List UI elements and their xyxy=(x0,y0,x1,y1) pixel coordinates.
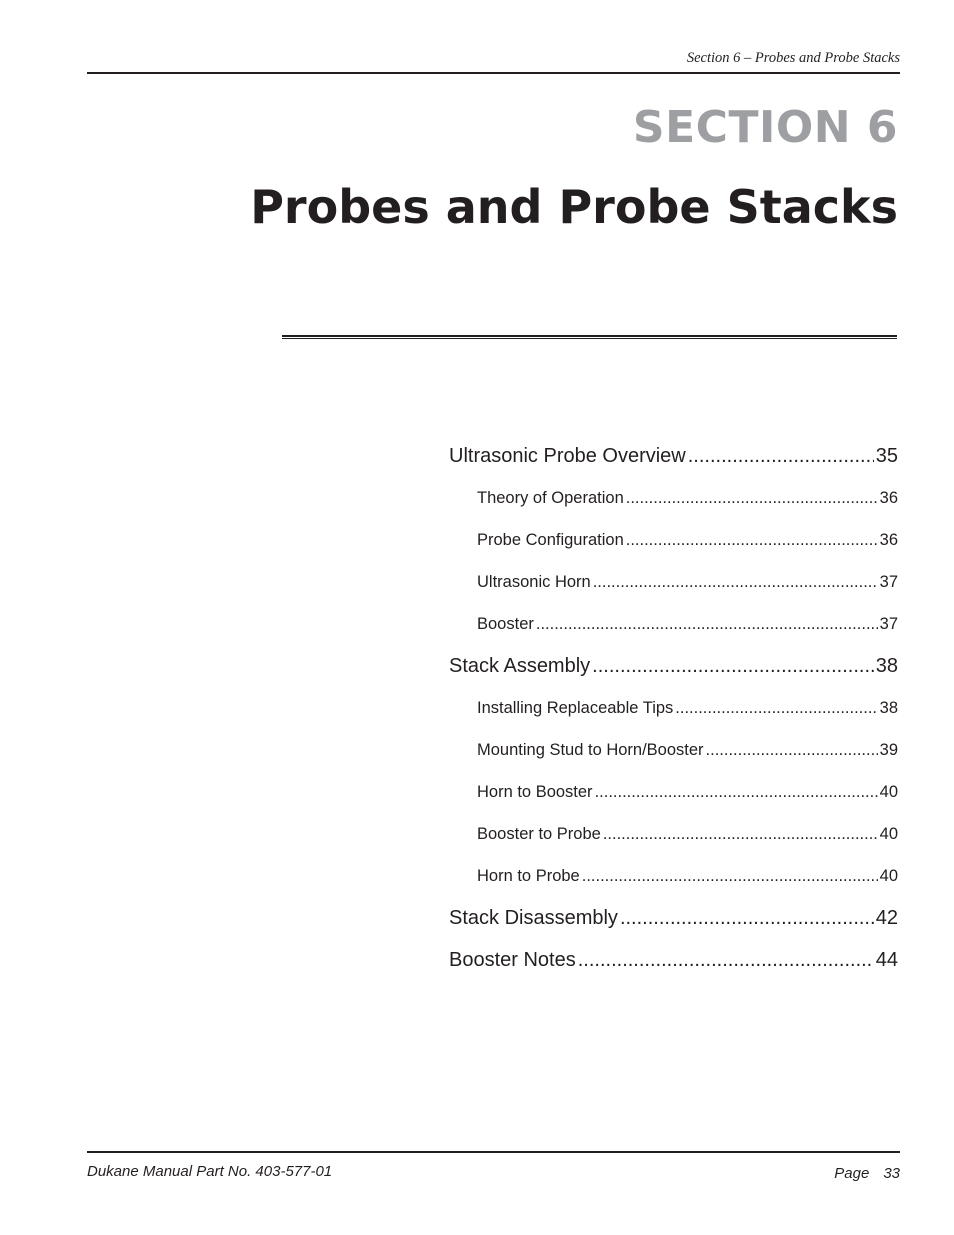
toc-entry[interactable] xyxy=(449,777,898,819)
section-label: SECTION 6 xyxy=(632,102,898,153)
toc-entry-page: 39 xyxy=(879,741,898,759)
footer-page-label: Page xyxy=(834,1165,870,1182)
toc-leader-dots xyxy=(603,819,878,849)
toc-entry[interactable] xyxy=(449,483,898,525)
toc-entry[interactable] xyxy=(449,945,898,987)
toc-entry-page: 42 xyxy=(875,907,898,929)
toc-entry-title: Theory of Operation xyxy=(477,489,624,507)
toc-entry[interactable] xyxy=(449,441,898,483)
toc-entry-page: 40 xyxy=(879,867,898,885)
toc-entry-title: Mounting Stud to Horn/Booster xyxy=(477,741,704,759)
toc-entry-page: 38 xyxy=(875,655,898,677)
toc-leader-dots xyxy=(536,609,878,639)
toc-leader-dots xyxy=(620,903,874,933)
header-rule xyxy=(87,72,900,74)
toc-entry[interactable] xyxy=(449,861,898,903)
toc-entry-title: Booster to Probe xyxy=(477,825,601,843)
toc-entry-title: Stack Disassembly xyxy=(449,907,618,929)
toc-entry-page: 40 xyxy=(879,825,898,843)
toc-leader-dots xyxy=(578,945,874,975)
toc-leader-dots xyxy=(688,441,874,471)
running-head: Section 6 – Probes and Probe Stacks xyxy=(686,50,900,66)
toc-entry-title: Booster xyxy=(477,615,534,633)
footer-rule xyxy=(87,1151,900,1153)
section-title: Probes and Probe Stacks xyxy=(250,180,898,234)
toc-entry-title: Booster Notes xyxy=(449,949,576,971)
toc-leader-dots xyxy=(626,525,878,555)
toc-entry-title: Probe Configuration xyxy=(477,531,624,549)
toc-leader-dots xyxy=(595,777,878,807)
toc-leader-dots xyxy=(582,861,878,891)
footer-page-number: 33 xyxy=(883,1165,900,1182)
toc-entry[interactable] xyxy=(449,693,898,735)
toc-entry[interactable] xyxy=(449,903,898,945)
table-of-contents xyxy=(449,441,898,987)
toc-entry-title: Ultrasonic Horn xyxy=(477,573,591,591)
toc-leader-dots xyxy=(626,483,878,513)
toc-entry-page: 36 xyxy=(879,531,898,549)
toc-entry-title: Stack Assembly xyxy=(449,655,591,677)
toc-entry-page: 37 xyxy=(879,573,898,591)
footer-page xyxy=(834,1165,900,1182)
toc-entry[interactable] xyxy=(449,567,898,609)
toc-entry-title: Horn to Probe xyxy=(477,867,580,885)
toc-leader-dots xyxy=(675,693,877,723)
toc-leader-dots xyxy=(593,567,878,597)
toc-entry[interactable] xyxy=(449,819,898,861)
toc-entry-page: 38 xyxy=(879,699,898,717)
toc-entry[interactable] xyxy=(449,525,898,567)
title-rule xyxy=(282,335,897,339)
toc-entry-page: 35 xyxy=(875,445,898,467)
toc-entry-title: Installing Replaceable Tips xyxy=(477,699,674,717)
toc-entry[interactable] xyxy=(449,651,898,693)
footer-manual-part: Dukane Manual Part No. 403-577-01 xyxy=(87,1163,333,1180)
toc-entry-title: Ultrasonic Probe Overview xyxy=(449,445,686,467)
toc-leader-dots xyxy=(706,735,878,765)
toc-entry-page: 37 xyxy=(879,615,898,633)
toc-entry[interactable] xyxy=(449,609,898,651)
toc-entry[interactable] xyxy=(449,735,898,777)
toc-entry-title: Horn to Booster xyxy=(477,783,593,801)
toc-entry-page: 36 xyxy=(879,489,898,507)
toc-leader-dots xyxy=(592,651,874,681)
toc-entry-page: 44 xyxy=(875,949,898,971)
toc-entry-page: 40 xyxy=(879,783,898,801)
